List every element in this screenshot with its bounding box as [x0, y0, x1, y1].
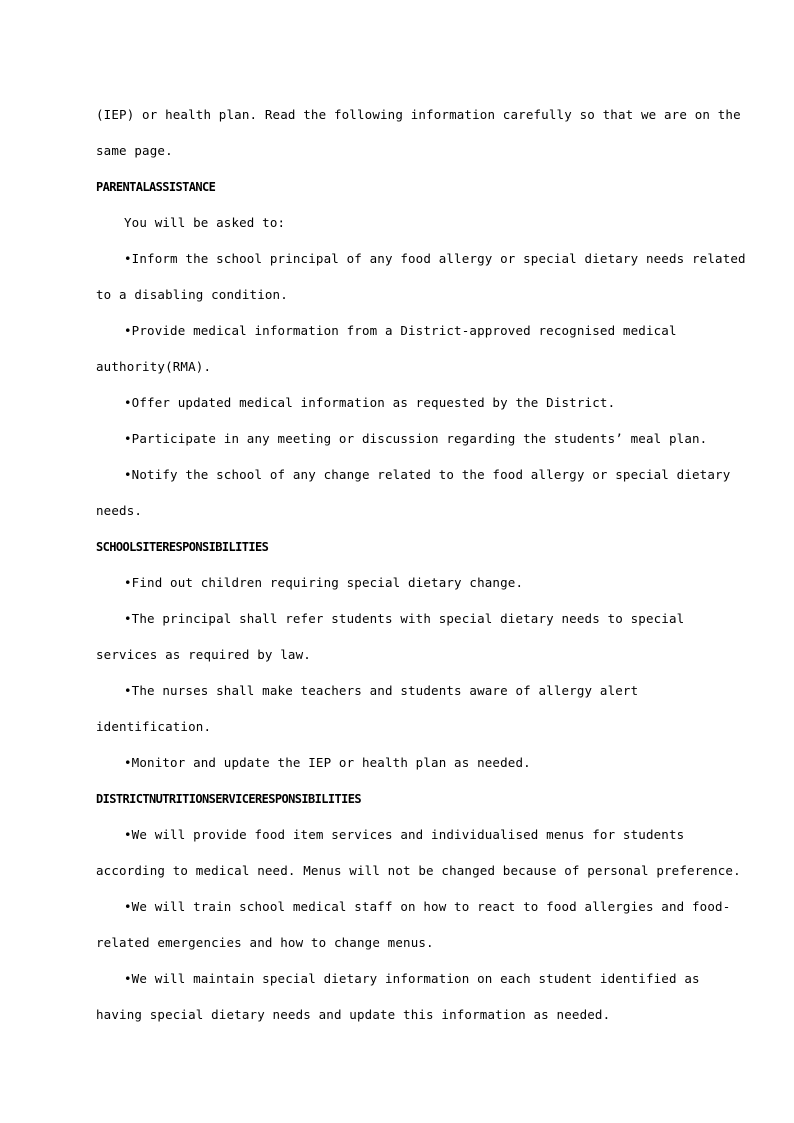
parental-item-2-cont: authority(RMA). — [96, 359, 212, 374]
parental-item-1: •Inform the school principal of any food allergy or special dietary needs related — [124, 251, 746, 266]
intro-line-1: (IEP) or health plan. Read the following information carefully so that we are on the — [96, 107, 741, 122]
district-nutrition-heading: DISTRICTNUTRITIONSERVICERESPONSIBILITIES — [96, 792, 361, 806]
district-item-2-cont: related emergencies and how to change menus. — [96, 935, 434, 950]
district-item-2: •We will train school medical staff on how to react to food allergies and food- — [124, 899, 731, 914]
district-item-1: •We will provide food item services and individualised menus for students — [124, 827, 685, 842]
parental-item-3: •Offer updated medical information as requested by the District. — [124, 395, 616, 410]
school-item-3-cont: identification. — [96, 719, 212, 734]
school-item-3: •The nurses shall make teachers and students aware of allergy alert — [124, 683, 639, 698]
school-item-2-cont: services as required by law. — [96, 647, 311, 662]
parental-item-5: •Notify the school of any change related to the food allergy or special dietary — [124, 467, 731, 482]
parental-item-5-cont: needs. — [96, 503, 143, 518]
district-item-3: •We will maintain special dietary information on each student identified as — [124, 971, 700, 986]
school-item-1: •Find out children requiring special dietary change. — [124, 575, 524, 590]
school-site-heading: SCHOOLSITERESPONSIBILITIES — [96, 540, 269, 554]
parental-item-2: •Provide medical information from a District-approved recognised medical — [124, 323, 677, 338]
parental-lead-text: You will be asked to: — [124, 215, 286, 230]
parental-assistance-heading: PARENTALASSISTANCE — [96, 180, 216, 194]
school-item-2: •The principal shall refer students with special dietary needs to special — [124, 611, 685, 626]
district-item-3-cont: having special dietary needs and update this information as needed. — [96, 1007, 611, 1022]
district-item-1-cont: according to medical need. Menus will not be changed because of personal preference. — [96, 863, 741, 878]
intro-line-2: same page. — [96, 143, 173, 158]
parental-item-1-cont: to a disabling condition. — [96, 287, 288, 302]
school-item-4: •Monitor and update the IEP or health plan as needed. — [124, 755, 531, 770]
parental-item-4: •Participate in any meeting or discussion regarding the students’ meal plan. — [124, 431, 708, 446]
